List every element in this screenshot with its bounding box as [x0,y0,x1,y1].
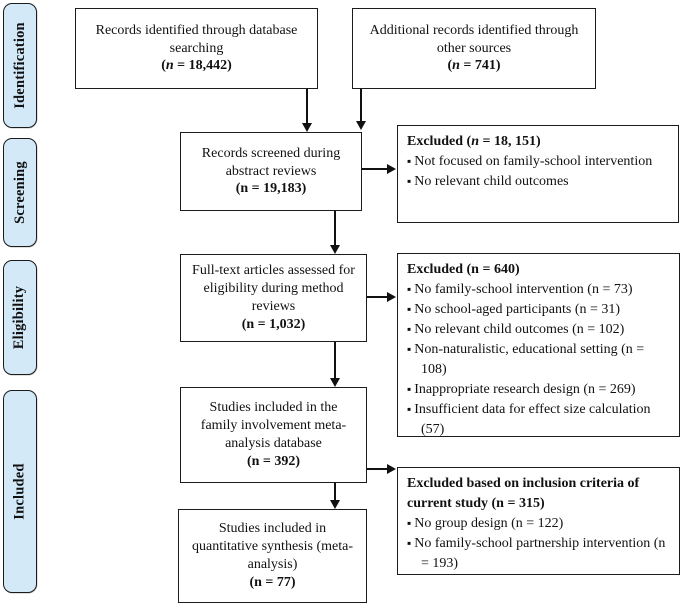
flow-box-count: (n = 392) [246,453,301,469]
flow-box-count: (n = 1,032) [241,316,306,332]
stage-label-eligibility [3,260,37,375]
excluded-box-inclusion-criteria [397,467,680,575]
arrow-database-to-excluded [367,468,387,470]
stage-label-text: Eligibility [11,285,28,350]
excluded-box-title: Excluded (n = 640) [407,262,520,277]
arrow-fulltext-to-database [334,342,336,378]
arrow-screened-to-excluded [362,168,387,170]
flow-box-text: Studies included in quantitative synthesis (meta-analysis) [192,521,353,572]
excluded-box-abstract [397,125,679,223]
flow-box-records-database [75,8,318,89]
arrow-fulltext-to-excluded [367,296,387,298]
flow-box-included-synthesis [178,509,367,603]
stage-label-text: Identification [11,22,28,109]
flow-box-text: Records screened during abstract reviews [201,145,341,179]
flow-box-text: Full-text articles assessed for eligibility during method reviews [192,263,355,314]
flow-box-records-other-sources [352,8,596,89]
stage-label-text: Included [11,463,28,520]
excluded-item: ▪ Non-naturalistic, educational setting (n = 108) [407,340,673,380]
excluded-item: ▪ No relevant child outcomes (n = 102) [407,320,673,340]
flow-box-text: Records identified through database searching [95,22,298,56]
excluded-box-title: Excluded (n = 18, 151) [407,134,541,149]
arrow-screened-to-fulltext [334,211,336,245]
excluded-item: ▪ Not focused on family-school intervention [407,152,672,172]
excluded-item: ▪ No family-school partnership intervention (n = 193) [407,534,673,574]
excluded-item: ▪ Insufficient data for effect size calculation (57) [407,400,673,440]
flow-box-count: (n = 741) [447,58,501,74]
excluded-item: ▪ No school-aged participants (n = 31) [407,300,673,320]
arrow-database-to-synthesis [334,483,336,500]
excluded-box-fulltext [397,253,680,437]
flow-box-fulltext-assessed [180,254,367,342]
flow-box-included-database [180,387,367,483]
excluded-box-title: Excluded based on inclusion criteria of current study (n = 315) [407,476,640,512]
flow-box-text: Additional records identified through other sources [369,22,579,56]
arrow-database-to-screened [306,89,308,123]
flow-box-records-screened [180,132,362,211]
arrow-other-sources-to-screened [360,89,362,121]
stage-label-included [3,390,37,593]
stage-label-text: Screening [11,161,28,224]
flow-box-count: (n = 19,183) [235,181,307,197]
excluded-item: ▪ No family-school intervention (n = 73) [407,280,673,300]
flow-box-count: (n = 77) [249,574,296,590]
stage-label-identification [3,3,37,128]
stage-label-screening [3,138,37,247]
excluded-item: ▪ Inappropriate research design (n = 269) [407,380,673,400]
excluded-item: ▪ No relevant child outcomes [407,172,672,192]
excluded-item: ▪ No group design (n = 122) [407,514,673,534]
flow-box-count: (n = 18,442) [161,58,232,74]
flow-box-text: Studies included in the family involvement meta-analysis database [200,400,347,451]
